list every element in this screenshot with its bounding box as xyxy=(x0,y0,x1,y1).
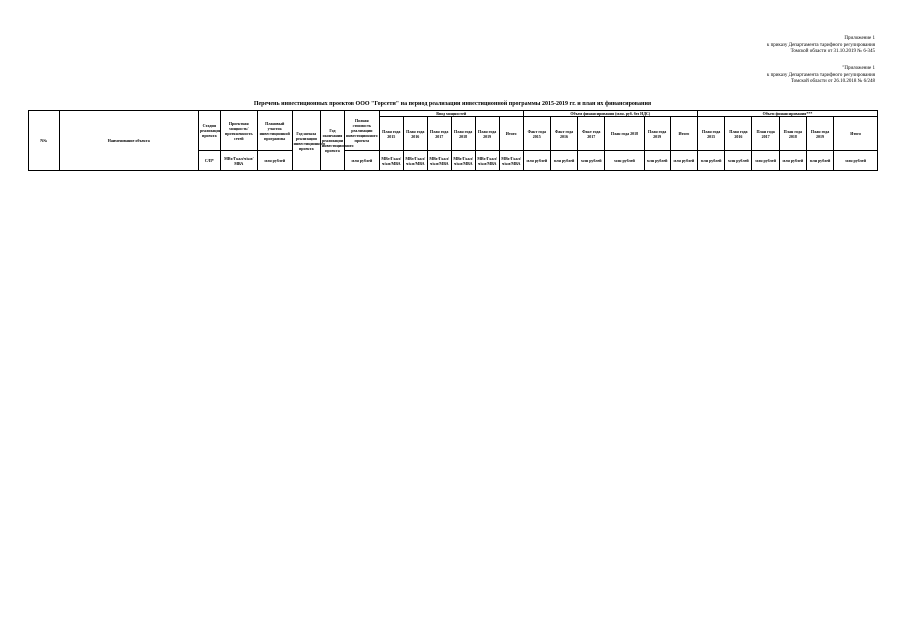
col-plan-2017c: План года 2017 xyxy=(752,117,779,151)
group-financing-total: Объем финансирования*** xyxy=(698,111,878,117)
col-full-units: млн рублей xyxy=(344,151,379,171)
header-block-2 xyxy=(767,66,875,86)
col-plan-2015: План года 2015 xyxy=(379,117,403,151)
col-fin-units: млн рублей xyxy=(578,151,605,171)
col-fin-units: млн рублей xyxy=(523,151,550,171)
col-name: Наименование объекта xyxy=(59,111,198,171)
col-stage: Стадия реализации проекта xyxy=(198,111,220,151)
document-title: Перечень инвестиционных проектов ООО "Горсети" на период реализации инвестиционной программы 2015-2019 гг. и план их финансирования xyxy=(253,101,652,107)
col-total-3: Итого xyxy=(834,117,878,151)
header-line: Томской области от 31.10.2019 № 6-345 xyxy=(790,49,875,54)
col-plan-2018b: План года 2018 xyxy=(605,117,644,151)
col-mw-units: МВт/Гкал/ч/км/МВА xyxy=(499,151,523,171)
col-cap-code: МВт/Гкал/ч/км/МВА xyxy=(220,151,257,171)
col-mw-units: МВт/Гкал/ч/км/МВА xyxy=(403,151,427,171)
col-mw-units: МВт/Гкал/ч/км/МВА xyxy=(427,151,451,171)
col-tot-units: млн рублей xyxy=(806,151,833,171)
header-line: к приказу Департамента тарифного регулирования xyxy=(766,72,875,78)
col-total: Итого xyxy=(499,117,523,151)
col-tot-units: млн рублей xyxy=(752,151,779,171)
col-plan-2016: План года 2016 xyxy=(403,117,427,151)
investment-table xyxy=(28,110,878,171)
col-fin-units: млн рублей xyxy=(550,151,577,171)
col-plan-2019b: План года 2019 xyxy=(644,117,670,151)
header-block-1 xyxy=(767,36,875,56)
col-plan-cap-units: млн рублей xyxy=(257,151,292,171)
col-tot-units: млн рублей xyxy=(834,151,878,171)
col-plan-2017: План года 2017 xyxy=(427,117,451,151)
col-plan-2019: План года 2019 xyxy=(475,117,499,151)
col-fact-2017: Факт года 2017 xyxy=(578,117,605,151)
header-line: "Приложение 1 xyxy=(842,66,875,71)
col-tot-units: млн рублей xyxy=(698,151,725,171)
header-line: Приложение 1 xyxy=(844,36,875,41)
col-mw-units: МВт/Гкал/ч/км/МВА xyxy=(379,151,403,171)
col-full-cost: Полная стоимость реализации инвестиционного проекта xyxy=(344,111,379,151)
col-year-start: Год начала реализации инвестиционного проекта xyxy=(292,111,320,171)
col-plan-cap: Плановый участок инвестиционной программы xyxy=(257,111,292,151)
col-total-2: Итого xyxy=(670,117,697,151)
col-capacity: Проектная мощность/ протяженность сетей xyxy=(220,111,257,151)
group-capacity: Ввод мощностей xyxy=(379,111,523,117)
col-fact-2016: Факт года 2016 xyxy=(550,117,577,151)
col-mw-units: МВт/Гкал/ч/км/МВА xyxy=(451,151,475,171)
col-plan-2018: План года 2018 xyxy=(451,117,475,151)
col-plan-2016c: План года 2016 xyxy=(725,117,752,151)
col-stage-code: С/П* xyxy=(198,151,220,171)
col-tot-units: млн рублей xyxy=(725,151,752,171)
col-fact-2015: Факт года 2015 xyxy=(523,117,550,151)
col-fin-units: млн рублей xyxy=(644,151,670,171)
col-num: N№ xyxy=(29,111,60,171)
col-plan-2018c: План года 2018 xyxy=(779,117,806,151)
col-plan-2015c: План года 2015 xyxy=(698,117,725,151)
col-fin-units: млн рублей xyxy=(605,151,644,171)
header-line: к приказу Департамента тарифного регулирования xyxy=(766,42,875,48)
group-financing: Объем финансирования (млн. руб. без НДС) xyxy=(523,111,697,117)
col-tot-units: млн рублей xyxy=(779,151,806,171)
col-fin-units: млн рублей xyxy=(670,151,697,171)
header-line: Томской области от 26.10.2018 № 6/248 xyxy=(790,79,875,84)
col-mw-units: МВт/Гкал/ч/км/МВА xyxy=(475,151,499,171)
col-plan-2019c: План года 2019 xyxy=(806,117,833,151)
col-year-end: Год окончания реализации инвестиционного проекта xyxy=(320,111,344,171)
